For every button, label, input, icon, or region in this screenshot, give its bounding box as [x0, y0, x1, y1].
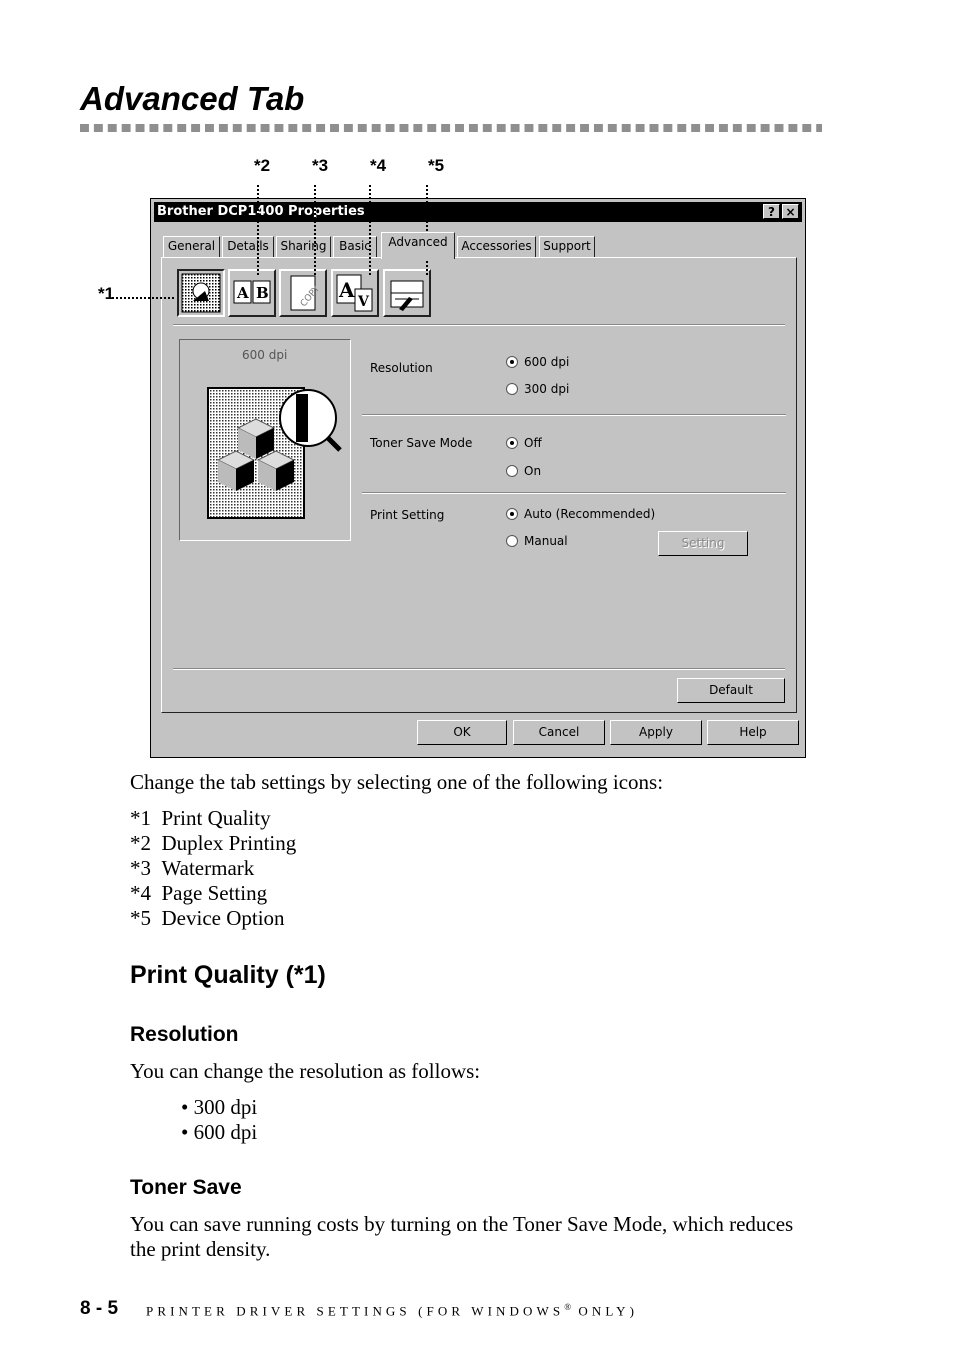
duplex-printing-button[interactable] [228, 269, 276, 317]
print-quality-icon [179, 271, 223, 315]
tab-general[interactable]: General [163, 236, 220, 257]
intro-text: Change the tab settings by selecting one of the following icons: [130, 770, 664, 794]
print-manual-label[interactable]: Manual [524, 534, 568, 548]
heading-rule [80, 124, 822, 132]
callout-2: *2 [254, 156, 271, 175]
callout-4: *4 [370, 156, 387, 175]
callout-1-leader [112, 297, 174, 299]
separator [173, 668, 785, 670]
apply-button[interactable]: Apply [610, 720, 702, 745]
setting-button[interactable]: Setting [658, 531, 748, 556]
resolution-300-label[interactable]: 300 dpi [524, 382, 570, 396]
watermark-icon [281, 271, 325, 315]
separator [362, 492, 786, 494]
icon-list-item: *2 Duplex Printing [130, 831, 297, 855]
callout-5: *5 [428, 156, 445, 175]
toner-on-label[interactable]: On [524, 464, 542, 478]
page-setting-icon [333, 271, 377, 315]
callout-1: *1 [98, 284, 115, 303]
help-button[interactable]: Help [707, 720, 799, 745]
tab-sharing[interactable]: Sharing [276, 236, 331, 257]
running-title: PRINTER DRIVER SETTINGS (FOR WINDOWS® ONLY) [146, 1302, 639, 1319]
page-title: Advanced Tab [80, 80, 305, 117]
ok-button[interactable]: OK [417, 720, 507, 745]
default-button[interactable]: Default [677, 678, 785, 703]
resolution-300-radio[interactable] [506, 383, 518, 395]
callout-4-leader [369, 185, 371, 275]
icon-list-item: *1 Print Quality [130, 806, 271, 830]
preview-label: 600 dpi [242, 348, 288, 362]
print-manual-radio[interactable] [506, 535, 518, 547]
icon-list-item: *4 Page Setting [130, 881, 268, 905]
section-heading: Print Quality (*1) [130, 961, 326, 989]
print-setting-label: Print Setting [370, 508, 445, 522]
icon-list-item: *5 Device Option [130, 906, 285, 930]
svg-text:A: A [237, 284, 249, 302]
dialog-title: Brother DCP1400 Properties [157, 204, 365, 219]
list-item: • 300 dpi [181, 1095, 258, 1119]
preview-image [204, 384, 344, 524]
toner-off-label[interactable]: Off [524, 436, 542, 450]
toner-on-radio[interactable] [506, 465, 518, 477]
tab-advanced[interactable]: Advanced [381, 232, 455, 259]
list-item: • 600 dpi [181, 1120, 258, 1144]
separator [173, 324, 785, 326]
properties-dialog [150, 198, 806, 758]
device-option-button[interactable] [383, 269, 431, 317]
resolution-label: Resolution [370, 361, 433, 375]
help-icon[interactable]: ? [763, 204, 780, 219]
device-option-icon [385, 271, 429, 315]
print-quality-button[interactable] [177, 269, 225, 317]
toner-save-heading: Toner Save [130, 1176, 242, 1199]
toner-off-radio[interactable] [506, 437, 518, 449]
duplex-printing-icon [230, 271, 274, 315]
page-number: 8 - 5 [80, 1298, 119, 1319]
close-icon[interactable]: × [782, 204, 799, 219]
callout-2-leader [257, 185, 259, 275]
svg-text:V: V [358, 294, 369, 310]
icon-list-item: *3 Watermark [130, 856, 255, 880]
preview-box [179, 339, 351, 541]
tab-support[interactable]: Support [539, 236, 595, 257]
resolution-600-label[interactable]: 600 dpi [524, 355, 570, 369]
watermark-button[interactable] [279, 269, 327, 317]
tab-basic[interactable]: Basic [333, 236, 377, 257]
resolution-600-radio[interactable] [506, 356, 518, 368]
dialog-titlebar [154, 202, 802, 222]
callout-3-leader [314, 185, 316, 275]
print-auto-radio[interactable] [506, 508, 518, 520]
svg-text:A: A [339, 278, 355, 302]
print-auto-label[interactable]: Auto (Recommended) [524, 507, 656, 521]
separator [362, 414, 786, 416]
svg-text:B: B [256, 284, 269, 302]
toner-save-label: Toner Save Mode [370, 436, 473, 450]
toner-text-line: the print density. [130, 1237, 271, 1261]
cancel-button[interactable]: Cancel [513, 720, 605, 745]
toner-text-line: You can save running costs by turning on the Toner Save Mode, which reduces [130, 1212, 794, 1236]
tab-accessories[interactable]: Accessories [457, 236, 536, 257]
svg-text:COPY: COPY [298, 284, 323, 310]
tab-details[interactable]: Details [222, 236, 274, 257]
page-setting-button[interactable] [331, 269, 379, 317]
callout-3: *3 [312, 156, 329, 175]
callout-5-leader [426, 185, 428, 275]
resolution-text: You can change the resolution as follows: [130, 1059, 481, 1083]
resolution-heading: Resolution [130, 1023, 239, 1046]
